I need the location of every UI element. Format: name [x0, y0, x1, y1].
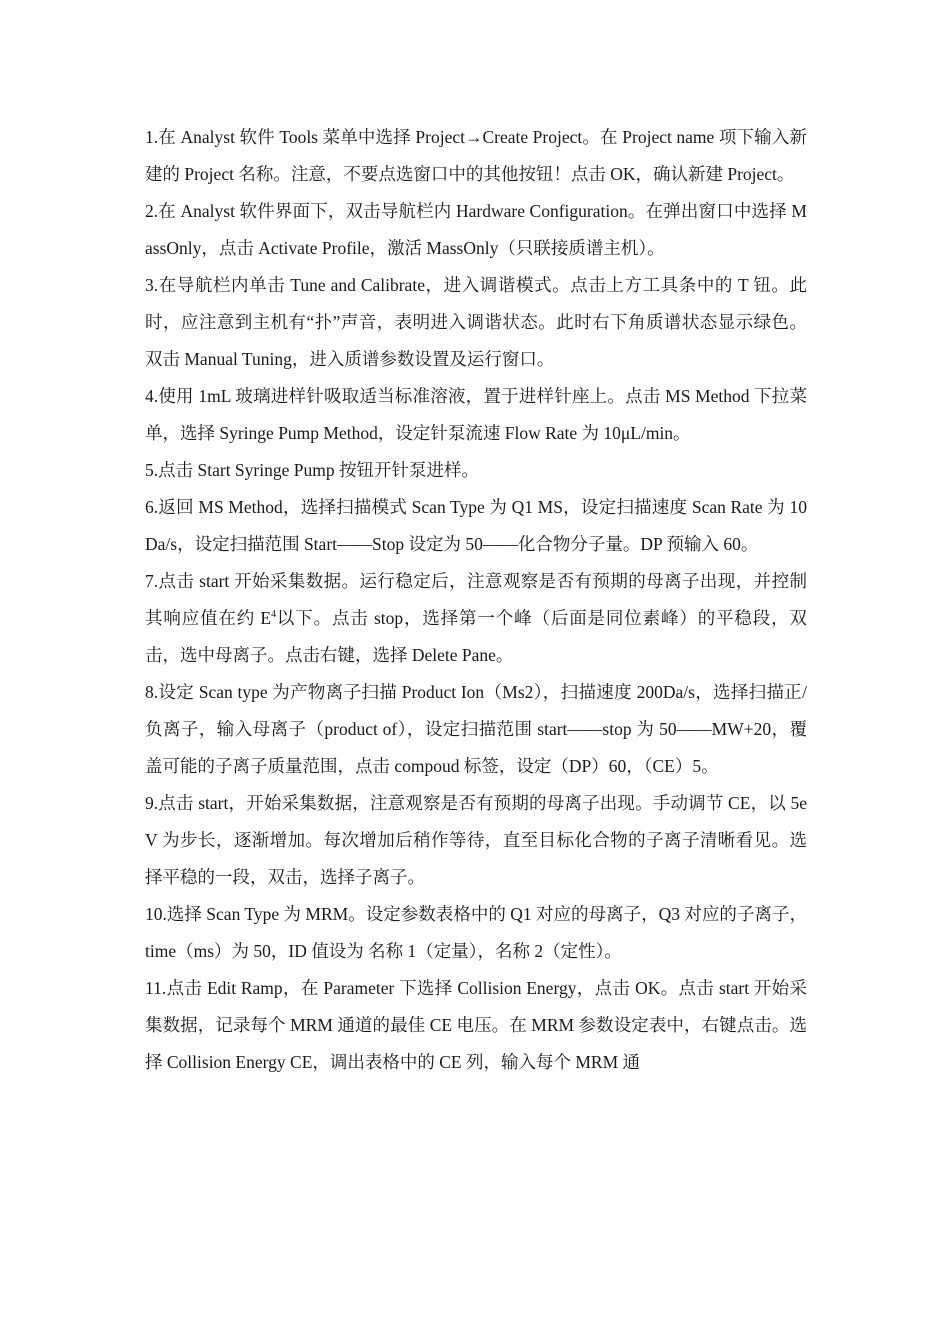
- step-1-paragraph: 1.在 Analyst 软件 Tools 菜单中选择 Project→Create Project。在 Project name 项下输入新建的 Project 名称。注意，不要点选窗口中的其他按钮！点击 OK，确认新建 Project。: [145, 127, 807, 184]
- step-3-paragraph: 3.在导航栏内单击 Tune and Calibrate，进入调谐模式。点击上方工具条中的 T 钮。此时，应注意到主机有“扑”声音，表明进入调谐状态。此时右下角质谱状态显示绿色。双击 Manual Tuning，进入质谱参数设置及运行窗口。: [145, 275, 807, 369]
- step-8-paragraph: 8.设定 Scan type 为产物离子扫描 Product Ion（Ms2），扫描速度 200Da/s，选择扫描正/负离子，输入母离子（product of），设定扫描范围 start——stop 为 50——MW+20，覆盖可能的子离子质量范围，点击 compoud 标签，设定（DP）60，（CE）5。: [145, 682, 807, 776]
- step-9-paragraph: 9.点击 start，开始采集数据，注意观察是否有预期的母离子出现。手动调节 CE，以 5eV 为步长，逐渐增加。每次增加后稍作等待，直至目标化合物的子离子清晰看见。选择平稳的一段，双击，选择子离子。: [145, 793, 807, 887]
- step-11-paragraph: 11.点击 Edit Ramp，在 Parameter 下选择 Collision Energy，点击 OK。点击 start 开始采集数据，记录每个 MRM 通道的最佳 CE 电压。在 MRM 参数设定表中，右键点击。选择 Collision Energy CE，调出表格中的 CE 列，输入每个 MRM 通: [145, 978, 807, 1072]
- step-4-paragraph: 4.使用 1mL 玻璃进样针吸取适当标准溶液，置于进样针座上。点击 MS Method 下拉菜单，选择 Syringe Pump Method，设定针泵流速 Flow Rate 为 10μL/min。: [145, 386, 807, 443]
- step-2-paragraph: 2.在 Analyst 软件界面下，双击导航栏内 Hardware Configuration。在弹出窗口中选择 MassOnly，点击 Activate Profile，激活 MassOnly（只联接质谱主机）。: [145, 201, 807, 258]
- step-5-paragraph: 5.点击 Start Syringe Pump 按钮开针泵进样。: [145, 460, 479, 480]
- step-7-text-after: 以下。点击 stop，选择第一个峰（后面是同位素峰）的平稳段，双击，选中母离子。点击右键，选择 Delete Pane。: [145, 608, 807, 665]
- step-6-paragraph: 6.返回 MS Method，选择扫描模式 Scan Type 为 Q1 MS，设定扫描速度 Scan Rate 为 10Da/s，设定扫描范围 Start——Stop 设定为 50——化合物分子量。DP 预输入 60。: [145, 497, 807, 554]
- step-7-paragraph: [145, 563, 807, 674]
- document-body: [145, 119, 807, 1081]
- exponent-superscript: 4: [271, 609, 277, 621]
- step-7-text-before: 7.点击 start 开始采集数据。运行稳定后，注意观察是否有预期的母离子出现，并控制其响应值在约 E: [145, 571, 807, 628]
- step-10-paragraph: 10.选择 Scan Type 为 MRM。设定参数表格中的 Q1 对应的母离子，Q3 对应的子离子，time（ms）为 50，ID 值设为 名称 1（定量），名称 2（定性）。: [145, 904, 807, 961]
